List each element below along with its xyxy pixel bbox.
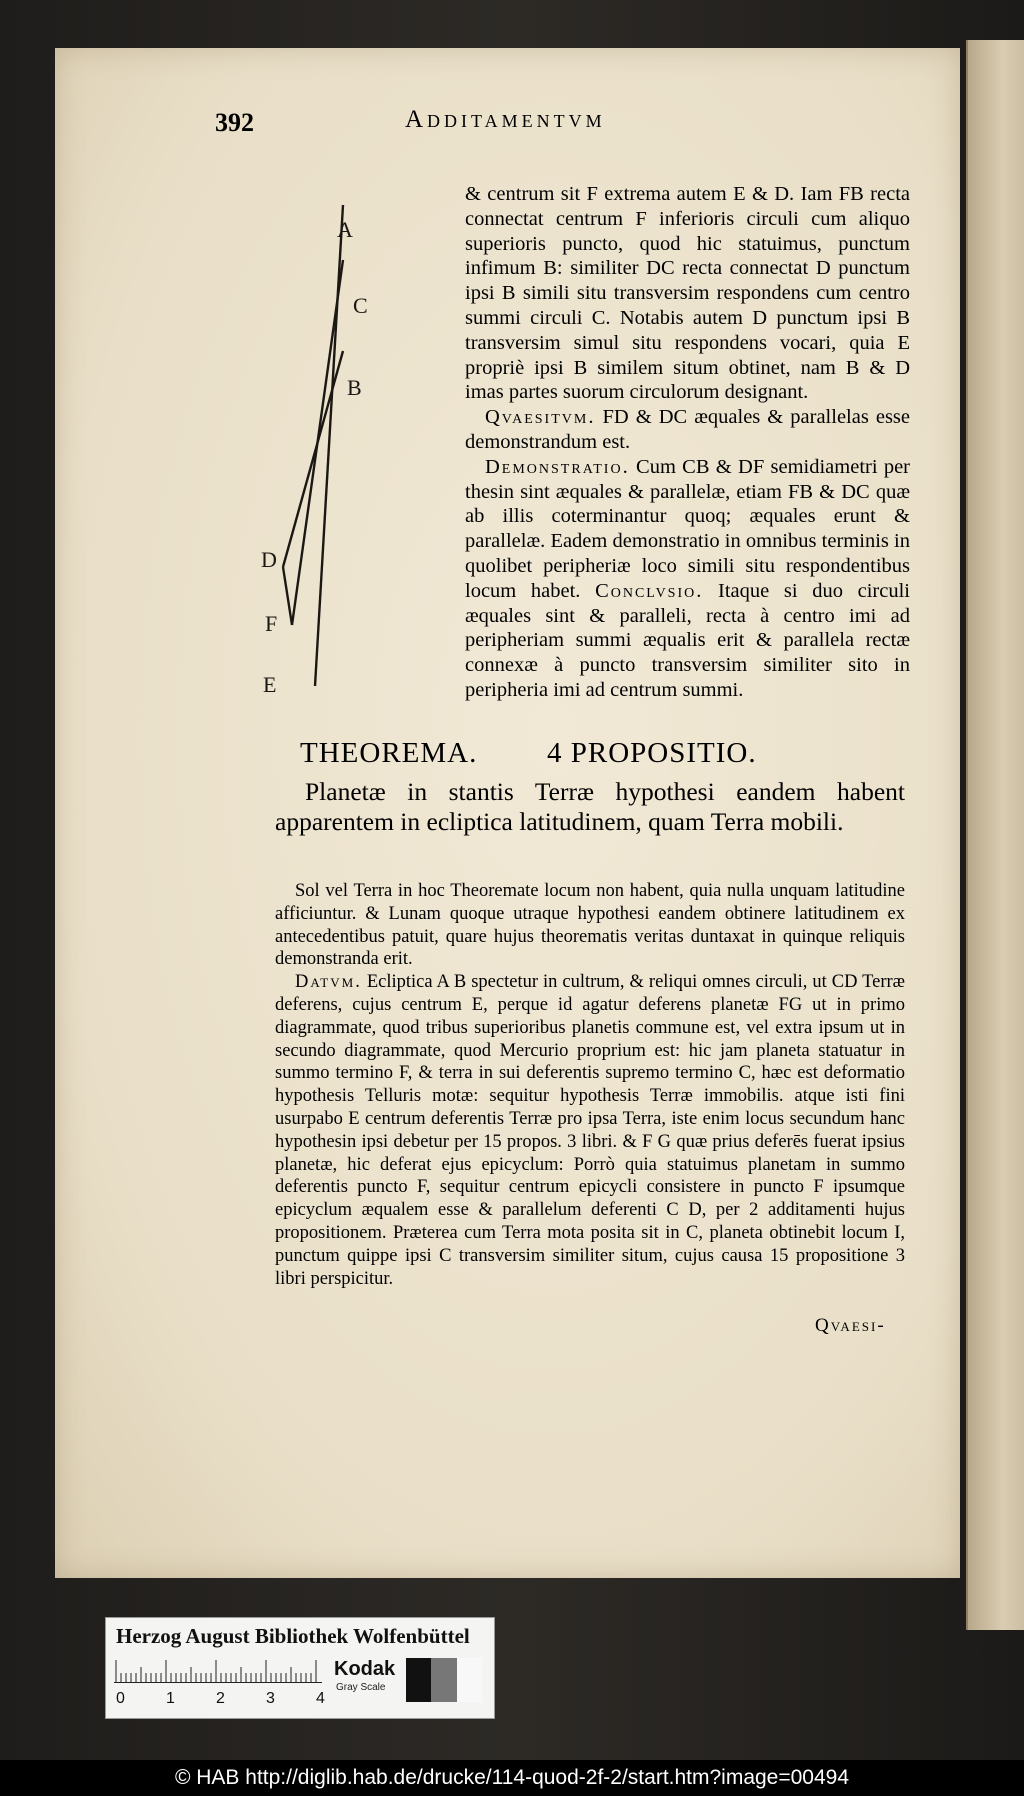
- demonstratio-text: Cum CB & DF semidiametri per thesin sint æquales & parallelæ, etiam FB & DC quæ ab illis coterminantur quoq; æquales erunt & parallelæ. Eadem demonstratio in omnibus terminis in quolibet peripheriæ loco simili situ respondentibus locum habet.: [465, 455, 911, 602]
- ruler-number: 0: [116, 1690, 125, 1707]
- running-head: Additamentvm: [405, 106, 606, 133]
- gray-scale-label: Gray Scale: [336, 1682, 386, 1693]
- datum-text: Ecliptica A B spectetur in cultrum, & reliqui omnes circuli, ut CD Terræ deferens, cujus centrum E, perque id agatur deferens planetæ FG ut in primo diagrammate, quod tribus superioribus planetis commune est, vel extra ipsum ut in secundo diagrammate, quod Mercurio proprium est: hic jam planeta statuatur in summo termino F, & terra in sui deferentis supremo termino C, hæc est deformatio hypothesis Telluris motæ: sequitur hypothesis Terræ immobilis. atque isti fini usurpabo E centrum deferentis Terræ pro ipsa Terra, iste enim locus secundum hanc hypothesin ipsi debetur per 15 propos. 3 libri. & F G quæ prius deferēs fuerat ipsius planetæ, hic deferat ejus epicyclum: Porrò quia statuimus planetam in summo deferentis puncto F, sequitur centrum epicycli consistere in puncto F ipsumque epicyclum æqualem esse & parallelum deferenti C D, per 2 additamenti hujus propositionem. Præterea cum Terra mota posita sit in C, planeta obtinebit locum I, punctum quippe ipsi C transversim similiter situm, cujus causa 15 propositione 3 libri perspicitur.: [275, 972, 905, 1289]
- quaesitum-label: Qvaesitvm.: [485, 406, 596, 429]
- diagram-label-c: C: [353, 293, 368, 318]
- geometric-diagram: [195, 165, 385, 725]
- theorem-label: THEOREMA.: [300, 737, 478, 769]
- swatch-white: [457, 1658, 482, 1702]
- proposition-label: 4 PROPOSITIO.: [547, 737, 757, 769]
- scale-ruler: [114, 1658, 322, 1683]
- conclusio-label: Conclvsio.: [595, 579, 704, 602]
- diagram-label-d: D: [261, 547, 277, 572]
- gray-swatches: [406, 1658, 482, 1702]
- diagram-line-bd: [283, 351, 343, 567]
- library-name: Herzog August Bibliothek Wolfenbüttel: [116, 1624, 470, 1648]
- diagram-label-a: A: [337, 217, 353, 242]
- diagram-label-e: E: [263, 672, 277, 697]
- quaesitum-paragraph: [465, 405, 910, 455]
- ruler-number: 1: [166, 1690, 175, 1707]
- ruler-number: 2: [216, 1690, 225, 1707]
- body-paragraph-1: Sol vel Terra in hoc Theoremate locum non habent, quia nulla unquam latitudine afficiuntur. & Lunam quoque utraque hypothesi eandem obtinere latitudinem ex antecedentibus patuit, quare hujus theorematis veritas duntaxat in quinque reliquis demonstranda erit.: [275, 881, 905, 970]
- swatch-gray: [431, 1658, 456, 1702]
- facing-page-edge: [966, 40, 1024, 1630]
- color-target-card: [105, 1617, 495, 1719]
- catchword: Qvaesi-: [815, 1315, 886, 1336]
- diagram-label-f: F: [265, 611, 278, 636]
- conclusio-text: Itaque si duo circuli æquales sint & paralleli, recta à centro imi ad peripheriam summi æqualis erit & parallela rectæ connexæ à puncto transversim similiter sito in peripheria imi ad centrum summi.: [465, 579, 910, 701]
- demonstratio-paragraph: [465, 455, 910, 703]
- ruler-number: 4: [316, 1690, 325, 1707]
- theorem-statement: [275, 777, 905, 837]
- statement-text: Planetæ in stantis Terræ hypothesi eandem habent apparentem in ecliptica latitudinem, quam Terra mobili.: [275, 777, 905, 836]
- diagram-line-ae: [315, 205, 343, 686]
- diagram-line-df: [283, 567, 292, 625]
- page-number: 392: [215, 108, 254, 137]
- column-paragraph: & centrum sit F extrema autem E & D. Iam FB recta connectat centrum F inferioris circuli cum aliquo superioris puncto, quod hic statuimus, punctum infimum B: similiter DC recta connectat D punctum ipsi B simili situ transversim respondens cum centro summi circuli C. Notabis autem D punctum ipsi B transversim simul situ respondens vocari, quia E propriè ipsi B similem situm obtinet, nam B & D imas partes suorum circulorum designant.: [465, 183, 910, 404]
- demonstratio-label: Demonstratio.: [485, 455, 630, 478]
- body-paragraph-2: [275, 971, 905, 1290]
- page-header: [215, 100, 915, 140]
- copyright-footer: © HAB http://diglib.hab.de/drucke/114-quod-2f-2/start.htm?image=00494: [0, 1760, 1024, 1796]
- kodak-logo: Kodak: [334, 1658, 396, 1680]
- ruler-number: 3: [266, 1690, 275, 1707]
- quaesitum-text: FD & DC æquales & parallelas esse demonstrandum est.: [465, 406, 910, 453]
- datum-label: Datvm.: [295, 972, 362, 993]
- swatch-black: [406, 1658, 431, 1702]
- diagram-label-b: B: [347, 375, 362, 400]
- body-text: [275, 880, 905, 1290]
- right-text-column: [465, 182, 910, 703]
